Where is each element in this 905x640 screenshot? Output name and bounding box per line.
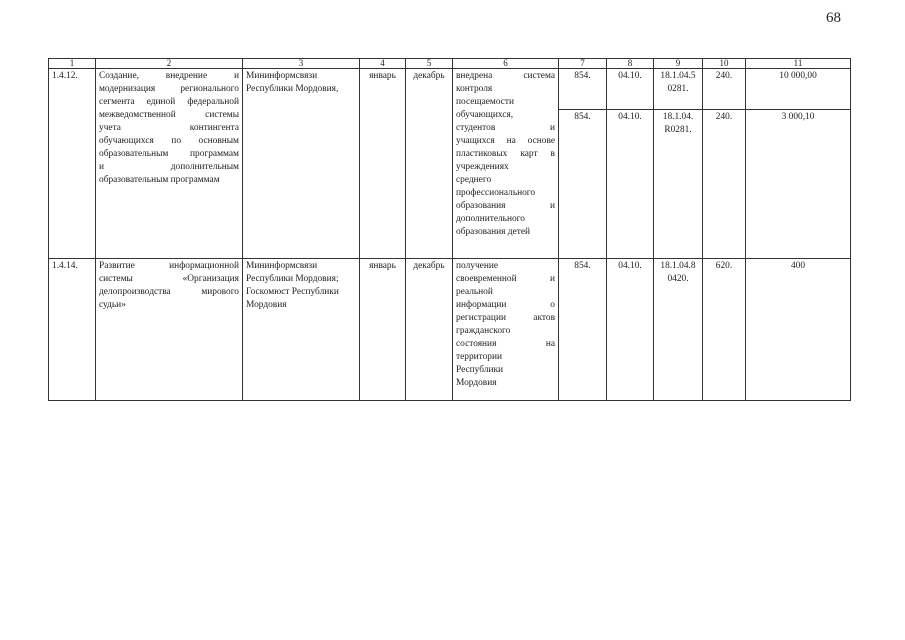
executor	[243, 69, 360, 259]
funding-part: 240.	[703, 69, 745, 110]
text-line: пластиковых карт в	[456, 149, 555, 159]
text-line: профессионального	[456, 188, 536, 198]
start-month: январь	[360, 69, 406, 259]
text-line: делопроизводства мирового	[99, 287, 239, 297]
event-name	[96, 259, 243, 401]
text-line: сегмента единой федеральной	[99, 97, 239, 107]
text-line: 0281.	[667, 84, 689, 94]
expected-result	[453, 259, 559, 401]
header-cell: 6	[453, 59, 559, 69]
executor	[243, 259, 360, 401]
header-cell: 1	[49, 59, 96, 69]
text-line: учета контингента	[99, 123, 239, 133]
text-line: 18.1.04.8	[660, 261, 696, 271]
header-cell: 11	[746, 59, 851, 69]
text-line: межведомственной системы	[99, 110, 239, 120]
text-line: Республики	[456, 365, 504, 375]
end-month: декабрь	[406, 69, 453, 259]
text-line: Мордовия	[456, 378, 497, 388]
text-line: Республики Мордовия,	[246, 84, 339, 94]
text-line: Развитие информационной	[99, 261, 239, 271]
header-cell: 4	[360, 59, 406, 69]
text-line: обучающихся,	[456, 110, 514, 120]
text-line: 0420.	[667, 274, 689, 284]
text-line: модернизация регионального	[99, 84, 239, 94]
text-line: студентов и	[456, 123, 555, 133]
text-line: Мининформсвязи	[246, 261, 318, 271]
text-line: учреждениях	[456, 162, 509, 172]
header-cell: 10	[703, 59, 746, 69]
text-line: среднего	[456, 175, 492, 185]
row-number: 1.4.14.	[49, 259, 96, 401]
header-cell: 8	[607, 59, 654, 69]
funding-part: 04.10.	[607, 69, 653, 110]
text-line: Республики Мордовия;	[246, 274, 339, 284]
funding-c9	[654, 69, 703, 259]
text-line: Мининформсвязи	[246, 71, 318, 81]
funding-c8: 04.10.	[607, 259, 654, 401]
text-line: Мордовия	[246, 300, 287, 310]
page-number: 68	[826, 10, 841, 26]
funding-part: 854.	[574, 112, 591, 122]
funding-part: 10 000,00	[746, 69, 850, 110]
header-row	[49, 59, 851, 69]
text-line: образовательным программам	[99, 149, 239, 159]
text-line: посещаемости	[456, 97, 515, 107]
end-month: декабрь	[406, 259, 453, 401]
text-line: дополнительного	[456, 214, 525, 224]
text-line: судьи»	[99, 300, 126, 310]
text-line: R0281.	[664, 125, 692, 135]
program-table	[48, 58, 851, 401]
text-line: учащихся на основе	[456, 136, 555, 146]
text-line: обучающихся по основным	[99, 136, 239, 146]
funding-part: 240.	[715, 112, 733, 122]
text-line: состояния на	[456, 339, 555, 349]
text-line: своевременной и	[456, 274, 555, 284]
funding-c11	[746, 69, 851, 259]
funding-c11: 400	[746, 259, 851, 401]
text-line: образования и	[456, 201, 555, 211]
text-line: регистрации актов	[456, 313, 555, 323]
funding-part: 04.10.	[618, 112, 642, 122]
start-month: январь	[360, 259, 406, 401]
header-cell: 2	[96, 59, 243, 69]
event-name	[96, 69, 243, 259]
header-cell: 5	[406, 59, 453, 69]
text-line: территории	[456, 352, 503, 362]
text-line: 18.1.04.5	[660, 71, 696, 81]
funding-part	[654, 110, 702, 138]
funding-part: 3 000,10	[781, 112, 815, 122]
funding-part: 854.	[559, 69, 606, 110]
text-line: реальной	[456, 287, 493, 297]
table-row	[49, 259, 851, 401]
text-line: контроля	[456, 84, 493, 94]
funding-c9	[654, 259, 703, 401]
text-line: и дополнительным	[99, 162, 239, 172]
funding-c10	[703, 69, 746, 259]
funding-c8	[607, 69, 654, 259]
text-line: внедрена система	[456, 71, 555, 81]
header-cell: 3	[243, 59, 360, 69]
text-line: информации о	[456, 300, 555, 310]
expected-result	[453, 69, 559, 259]
text-line: образования детей	[456, 227, 531, 237]
text-line: образовательным программам	[99, 175, 220, 185]
table-row	[49, 69, 851, 259]
funding-c7: 854.	[559, 259, 607, 401]
row-number: 1.4.12.	[49, 69, 96, 259]
text-line: системы «Организация	[99, 274, 239, 284]
text-line: 18.1.04.	[662, 112, 694, 122]
funding-c10: 620.	[703, 259, 746, 401]
header-cell: 9	[654, 59, 703, 69]
funding-part	[654, 69, 702, 110]
funding-c7	[559, 69, 607, 259]
header-cell: 7	[559, 59, 607, 69]
text-line: гражданского	[456, 326, 511, 336]
text-line: Создание, внедрение и	[99, 71, 239, 81]
text-line: Госкомюст Республики	[246, 287, 339, 297]
text-line: получение	[456, 261, 499, 271]
